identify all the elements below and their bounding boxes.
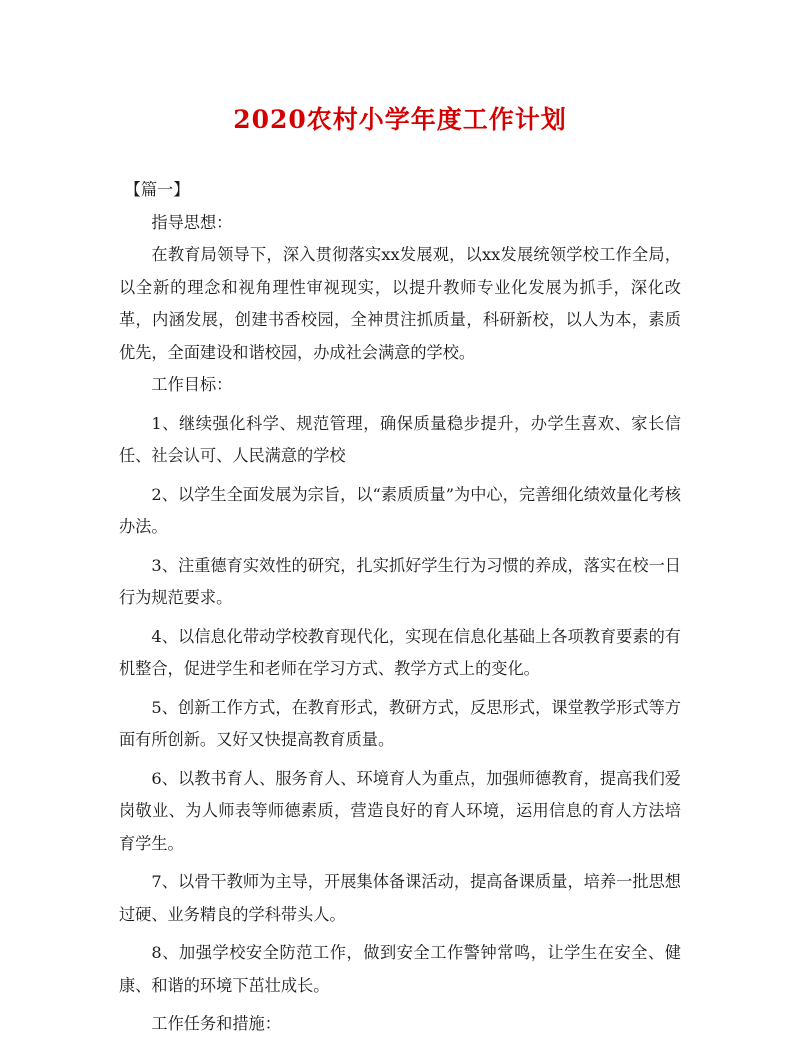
goal-item-7: 7、以骨干教师为主导，开展集体备课活动，提高备课质量，培养一批思想过硬、业务精良的学科带头人。 — [119, 872, 681, 924]
goal-item-5: 5、创新工作方式，在教育形式，教研方式，反思形式，课堂教学形式等方面有所创新。又好又快提高教育质量。 — [119, 697, 681, 749]
goal-item-1: 1、继续强化科学、规范管理，确保质量稳步提升，办学生喜欢、家长信任、社会认可、人民满意的学校 — [119, 413, 681, 465]
document-body — [119, 174, 681, 1041]
guiding-heading: 指导思想： — [151, 212, 233, 232]
goal-item-8: 8、加强学校安全防范工作，做到安全工作警钟常鸣，让学生在安全、健康、和谐的环境下茁壮成长。 — [119, 943, 681, 995]
tasks-heading: 工作任务和措施： — [151, 1014, 281, 1033]
goal-item-4: 4、以信息化带动学校教育现代化，实现在信息化基础上各项教育要素的有机整合，促进学生和老师在学习方式、教学方式上的变化。 — [119, 626, 681, 678]
guiding-paragraph: 在教育局领导下，深入贯彻落实xx发展观，以xx发展统领学校工作全局，以全新的理念和视角理性审视现实，以提升教师专业化发展为抓手，深化改革，内涵发展，创建书香校园，全神贯注抓质量，科研新校，以人为本，素质优先，全面建设和谐校园，办成社会满意的学校。 — [119, 245, 681, 362]
document-title: 2020农村小学年度工作计划 — [233, 105, 567, 134]
goals-heading: 工作目标： — [151, 375, 233, 394]
section-label: 【篇一】 — [124, 180, 190, 199]
goal-item-6: 6、以教书育人、服务育人、环境育人为重点，加强师德教育，提高我们爱岗敬业、为人师表等师德素质，营造良好的育人环境，运用信息的育人方法培育学生。 — [119, 768, 681, 853]
goal-item-3: 3、注重德育实效性的研究，扎实抓好学生行为习惯的养成，落实在校一日行为规范要求。 — [119, 555, 681, 607]
goal-item-2: 2、以学生全面发展为宗旨，以“素质质量”为中心，完善细化绩效量化考核办法。 — [119, 484, 681, 536]
